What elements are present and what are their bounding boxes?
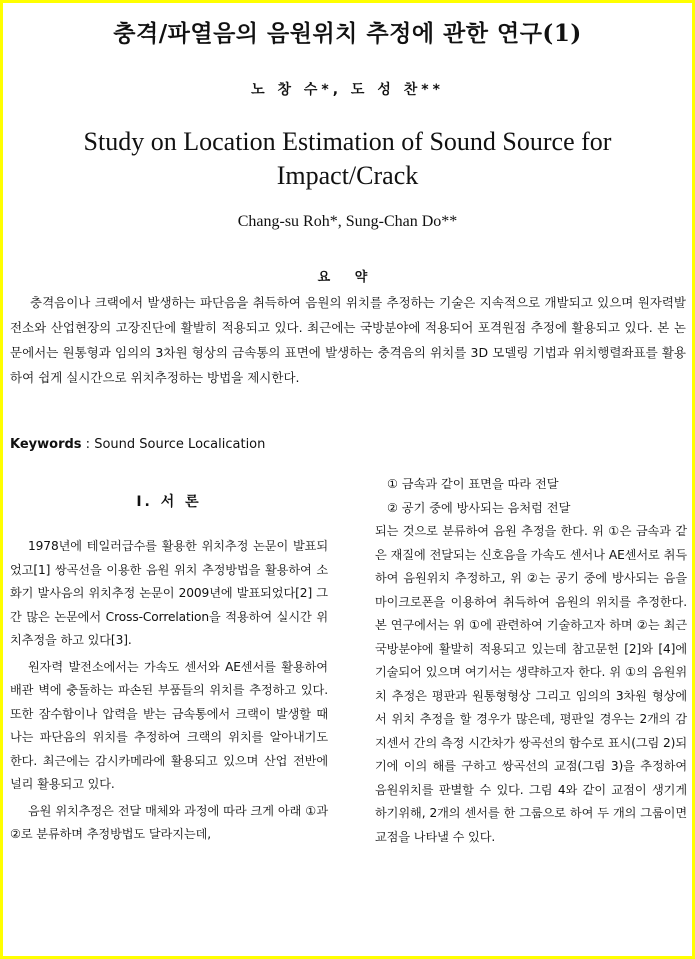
right-column [375,473,687,852]
paper-page [3,3,692,956]
abstract-heading: 요 약 [317,270,378,285]
section-heading-introduction: Ⅰ. 서 론 [136,494,202,510]
right-paragraph: 되는 것으로 분류하여 음원 추정을 한다. 위 ①은 금속과 같은 재질에 전달되는 신호음을 가속도 센서나 AE센서로 취득하여 음원위치 추정하고, 위 ②는 공기 중에 방사되는 음을 마이크로폰을 이용하여 취득하여 음원의 위치를 추정한다. 본 연구에서는 위 ①에 관련하여 기술하고자 하며 ②는 최근 국방분야에 활발히 적용되고 있는데 참고문헌 [2]와 [4]에 기술되어 있으며 여기서는 생략하고자 한다. 위 ①의 음원위치 추정은 평판과 원통형형상 그리고 임의의 3차원 형상에서 위치 추정을 할 경우가 많은데, 평판일 경우는 2개의 감지센서 간의 측정 시간차가 쌍곡선의 함수로 표시(그림 2)되기에 이의 해를 구하고 쌍곡선의 교점(그림 3)을 추정하여 음원위치를 판별할 수 있다. 그림 4와 같이 교점이 생기게 하기위해, 2개의 센서를 한 그룹으로 하여 두 개의 그룹이면 교점을 나타낼 수 있다. [375,524,687,844]
english-authors: Chang-su Roh*, Sung-Chan Do** [237,213,458,230]
abstract-text: 충격음이나 크랙에서 발생하는 파단음을 취득하여 음원의 위치를 추정하는 기술은 지속적으로 개발되고 있으며 원자력발전소와 산업현장의 고장진단에 활발히 적용되고 있다. 최근에는 국방분야에 적용되어 포격원점 추정에 활용되고 있다. 본 논문에서는 원통형과 임의의 3차원 형상의 금속통의 표면에 발생하는 충격음의 위치를 3D 모델링 기법과 위치행렬좌표를 활용하여 쉽게 실시간으로 위치추정하는 방법을 제시한다. [10,295,686,385]
intro-paragraph-2: 원자력 발전소에서는 가속도 센서와 AE센서를 활용하여 배관 벽에 충돌하는 파손된 부품들의 위치를 추정하고 있다. 또한 잠수함이나 압력을 받는 금속통에서 크랙이 발생할 때 나는 파단음의 위치를 추정하여 크랙의 위치를 알아내기도 한다. 최근에는 감시카메라에 활용되고 있으며 산업 전반에 널리 활용되고 있다. [10,659,328,791]
left-column [10,491,328,850]
korean-authors: 노 창 수*, 도 성 찬** [251,82,444,98]
intro-paragraph-1: 1978년에 테일러급수를 활용한 위치추정 논문이 발표되었고[1] 쌍곡선을 이용한 음원 위치 추정방법을 활용하여 소화기 발사음의 위치추정 논문이 2009년에 발표되었다[2] 그 간 많은 논문에서 Cross-Correlation을 적용하여 실시간 위치추정을 하고 있다[3]. [10,539,328,647]
english-title-line-2: Impact/Crack [276,161,419,190]
english-title-line-1: Study on Location Estimation of Sound Source for [83,127,612,156]
list-item-air-transmission: ② 공기 중에 방사되는 음처럼 전달 [387,500,571,515]
keywords-separator: : [81,437,95,452]
intro-paragraph-3: 음원 위치추정은 전달 매체와 과정에 따라 크게 아래 ①과 ②로 분류하며 추정방법도 달라지는데, [10,803,328,841]
english-title [3,125,692,193]
list-item-surface-transmission: ① 금속과 같이 표면을 따라 전달 [387,477,559,491]
korean-title: 충격/파열음의 음원위치 추정에 관한 연구(1) [113,20,582,47]
keywords-label: Keywords [10,437,82,452]
keywords-line [10,437,265,452]
keywords-value: Sound Source Localication [94,437,266,452]
